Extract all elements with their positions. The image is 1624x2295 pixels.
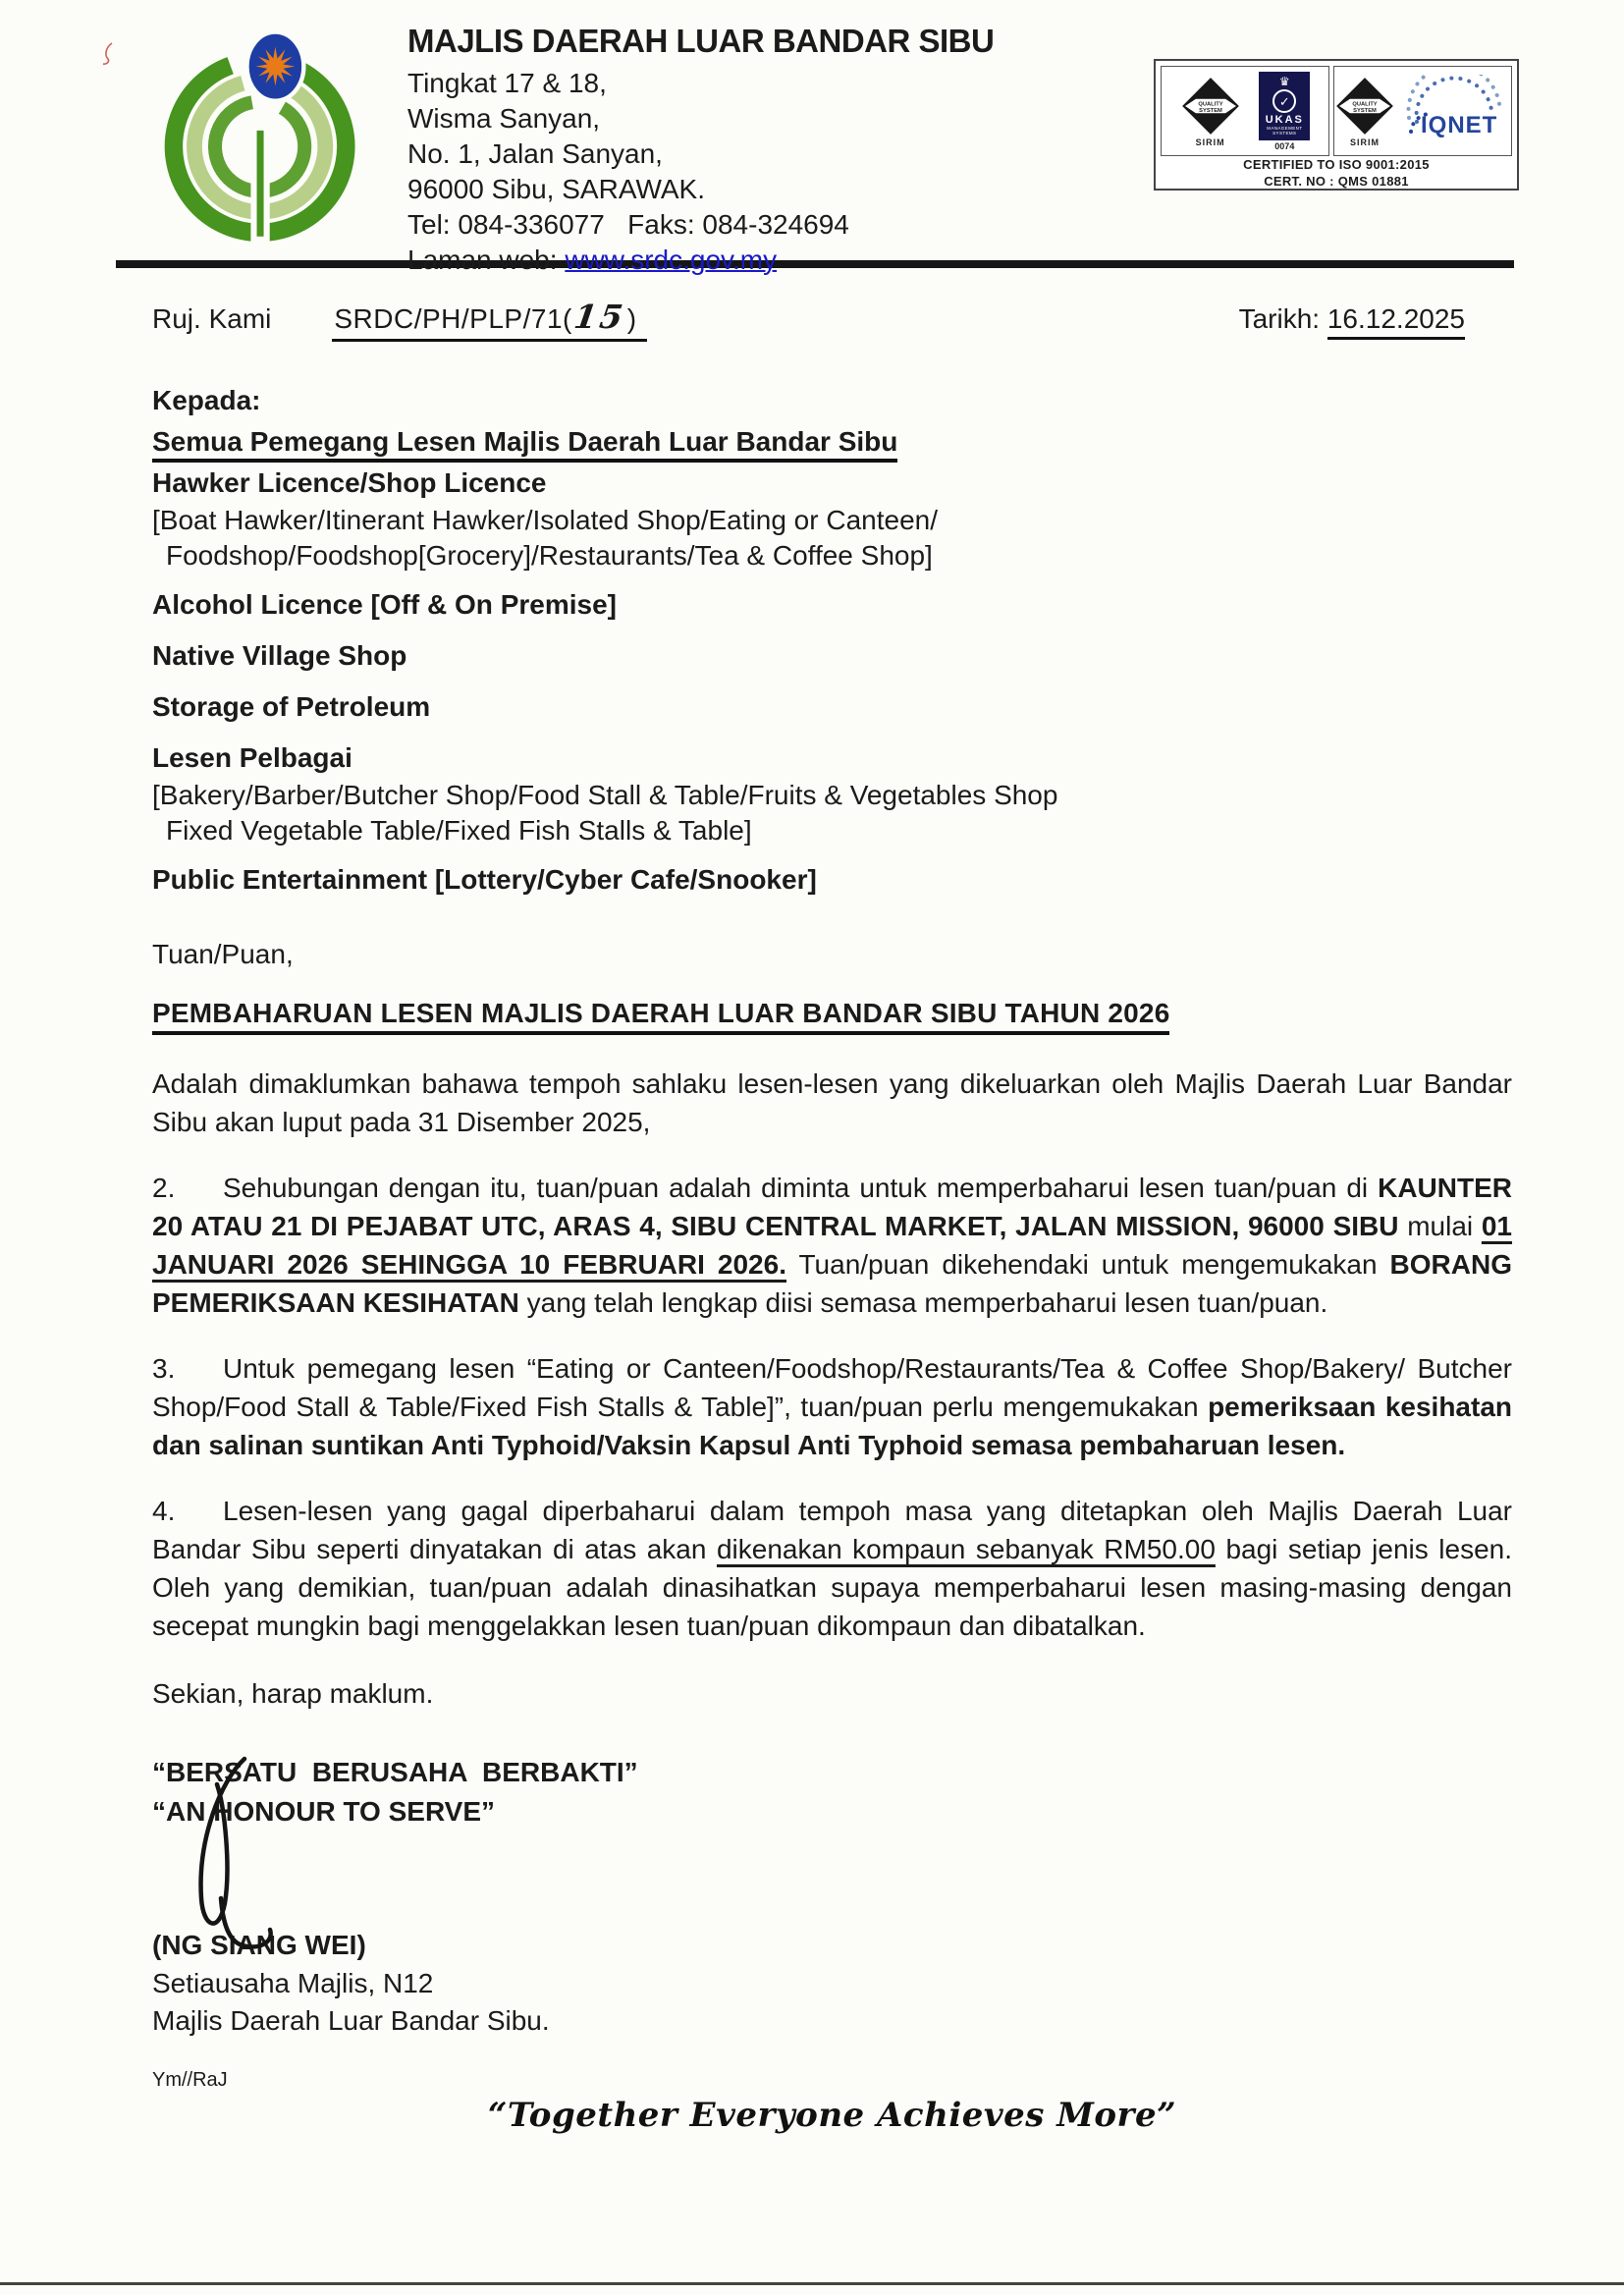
signer-title: Setiausaha Majlis, N12 bbox=[152, 1968, 434, 1998]
svg-text:QUALITY: QUALITY bbox=[1352, 100, 1378, 107]
cert-no-line: CERT. NO : QMS 01881 bbox=[1264, 174, 1409, 189]
sirim-quality-icon bbox=[1180, 76, 1241, 147]
org-name: MAJLIS DAERAH LUAR BANDAR SIBU bbox=[407, 23, 995, 59]
svg-text:SYSTEM: SYSTEM bbox=[1353, 107, 1377, 114]
paragraph-1: Adalah dimaklumkan bahawa tempoh sahlaku lesen-lesen yang dikeluarkan oleh Majlis Daerah Luar Bandar Sibu akan luput pada 31 Disember 2025, bbox=[152, 1068, 1512, 1137]
ukas-code: 0074 bbox=[1274, 140, 1295, 151]
sirim-iqnet-cell bbox=[1333, 66, 1512, 156]
scan-edge-line bbox=[0, 2282, 1624, 2285]
licence-section-line: Fixed Vegetable Table/Fixed Fish Stalls & Table] bbox=[166, 815, 752, 846]
address-line: Wisma Sanyan, bbox=[407, 103, 601, 134]
iqnet-icon: IQNET bbox=[1395, 75, 1511, 147]
motto-malay: “BERSATU BERUSAHA BERBAKTI” bbox=[152, 1757, 638, 1787]
signature bbox=[184, 1753, 341, 1949]
motto-english: “AN HONOUR TO SERVE” bbox=[152, 1796, 496, 1827]
signature-block bbox=[152, 1753, 1512, 2092]
licence-section-title: Native Village Shop bbox=[152, 640, 407, 671]
council-logo-icon bbox=[152, 15, 376, 252]
address-line: Tingkat 17 & 18, bbox=[407, 68, 607, 98]
ref-label: Ruj. Kami bbox=[152, 303, 272, 334]
licence-section-title: Hawker Licence/Shop Licence bbox=[152, 467, 547, 498]
licence-section-title: Lesen Pelbagai bbox=[152, 742, 352, 773]
ref-number: SRDC/PH/PLP/71(15) bbox=[332, 298, 646, 342]
web-line bbox=[407, 243, 994, 278]
licence-section-title: Alcohol Licence [Off & On Premise] bbox=[152, 589, 617, 620]
paragraph-4: 4. Lesen-lesen yang gagal diperbaharui dalam tempoh masa yang ditetapkan oleh Majlis Daerah Luar Bandar Sibu seperti dinyatakan di atas akan dikenakan kompaun sebanyak RM50.00 bagi setiap jenis lesen. Oleh yang demikian, tuan/puan adalah dinasihatkan supaya memperbaharui lesen masing-masing dengan secepat mungkin bagi menggelakkan lesen tuan/puan dikompaun dan dibatalkan. bbox=[152, 1492, 1512, 1645]
sirim-quality-icon bbox=[1334, 76, 1395, 147]
sirim-label: SIRIM bbox=[1195, 137, 1225, 147]
address-line: 96000 Sibu, SARAWAK. bbox=[407, 174, 705, 204]
typist-initials: Ym//RaJ bbox=[152, 2069, 228, 2091]
sirim-label: SIRIM bbox=[1349, 137, 1380, 147]
paragraph-3: 3. Untuk pemegang lesen “Eating or Canteen/Foodshop/Restaurants/Tea & Coffee Shop/Bakery/ Butcher Shop/Food Stall & Table/Fixed Fish Stalls & Table]”, tuan/puan perlu mengemukakan pemeriksaan kesihatan dan salinan suntikan Anti Typhoid/Vaksin Kapsul Anti Typhoid semasa pembaharuan lesen. bbox=[152, 1349, 1512, 1464]
addressee: Semua Pemegang Lesen Majlis Daerah Luar Bandar Sibu bbox=[152, 426, 1512, 458]
subject-heading: PEMBAHARUAN LESEN MAJLIS DAERAH LUAR BANDAR SIBU TAHUN 2026 bbox=[152, 998, 1512, 1029]
date: Tarikh: 16.12.2025 bbox=[1239, 303, 1465, 335]
reference-row bbox=[152, 298, 1512, 342]
ukas-icon: ♛ ✓ UKAS MANAGEMENT SYSTEMS 0074 bbox=[1259, 72, 1310, 151]
para-number: 4. bbox=[152, 1496, 176, 1526]
paragraph-2: 2. Sehubungan dengan itu, tuan/puan adalah diminta untuk memperbaharui lesen tuan/puan di KAUNTER 20 ATAU 21 DI PEJABAT UTC, ARAS 4, SIBU CENTRAL MARKET, JALAN MISSION, 96000 SIBU mulai 01 JANUARI 2026 SEHINGGA 10 FEBRUARI 2026. Tuan/puan dikehendaki untuk mengemukakan BORANG PEMERIKSAAN KESIHATAN yang telah lengkap diisi semasa memperbaharui lesen tuan/puan. bbox=[152, 1169, 1512, 1322]
cert-iso-line: CERTIFIED TO ISO 9001:2015 bbox=[1243, 157, 1430, 172]
licence-section-line: [Bakery/Barber/Butcher Shop/Food Stall & Table/Fruits & Vegetables Shop bbox=[152, 780, 1058, 810]
para-number: 2. bbox=[152, 1173, 176, 1203]
footer-motto: “Together Everyone Achieves More” bbox=[487, 2096, 1177, 2135]
licence-section-line: [Boat Hawker/Itinerant Hawker/Isolated Shop/Eating or Canteen/ bbox=[152, 505, 938, 535]
address-line: No. 1, Jalan Sanyan, bbox=[407, 138, 663, 169]
svg-text:SYSTEM: SYSTEM bbox=[1198, 107, 1222, 114]
handwritten-ref-no: 15 bbox=[571, 298, 628, 336]
signer-org: Majlis Daerah Luar Bandar Sibu. bbox=[152, 2005, 550, 2036]
svg-text:QUALITY: QUALITY bbox=[1198, 100, 1223, 107]
website-link[interactable]: www.srdc.gov.my bbox=[565, 245, 778, 275]
web-label: Laman web: bbox=[407, 245, 566, 275]
signer-name: (NG SIANG WEI) bbox=[152, 1930, 366, 1960]
iso-certification-badge bbox=[1154, 59, 1519, 191]
salutation: Tuan/Puan, bbox=[152, 939, 294, 969]
licence-section-title: Public Entertainment [Lottery/Cyber Cafe/Snooker] bbox=[152, 864, 817, 895]
closing-line: Sekian, harap maklum. bbox=[152, 1678, 434, 1709]
kepada-label: Kepada: bbox=[152, 385, 261, 415]
sirim-ukas-cell bbox=[1161, 66, 1329, 156]
para-number: 3. bbox=[152, 1353, 176, 1384]
pen-mark bbox=[98, 41, 120, 67]
licence-section-line: Foodshop/Foodshop[Grocery]/Restaurants/Tea & Coffee Shop] bbox=[166, 540, 933, 571]
tel-faks-line: Tel: 084-336077 Faks: 084-324694 bbox=[407, 209, 849, 240]
licence-section-title: Storage of Petroleum bbox=[152, 691, 431, 722]
